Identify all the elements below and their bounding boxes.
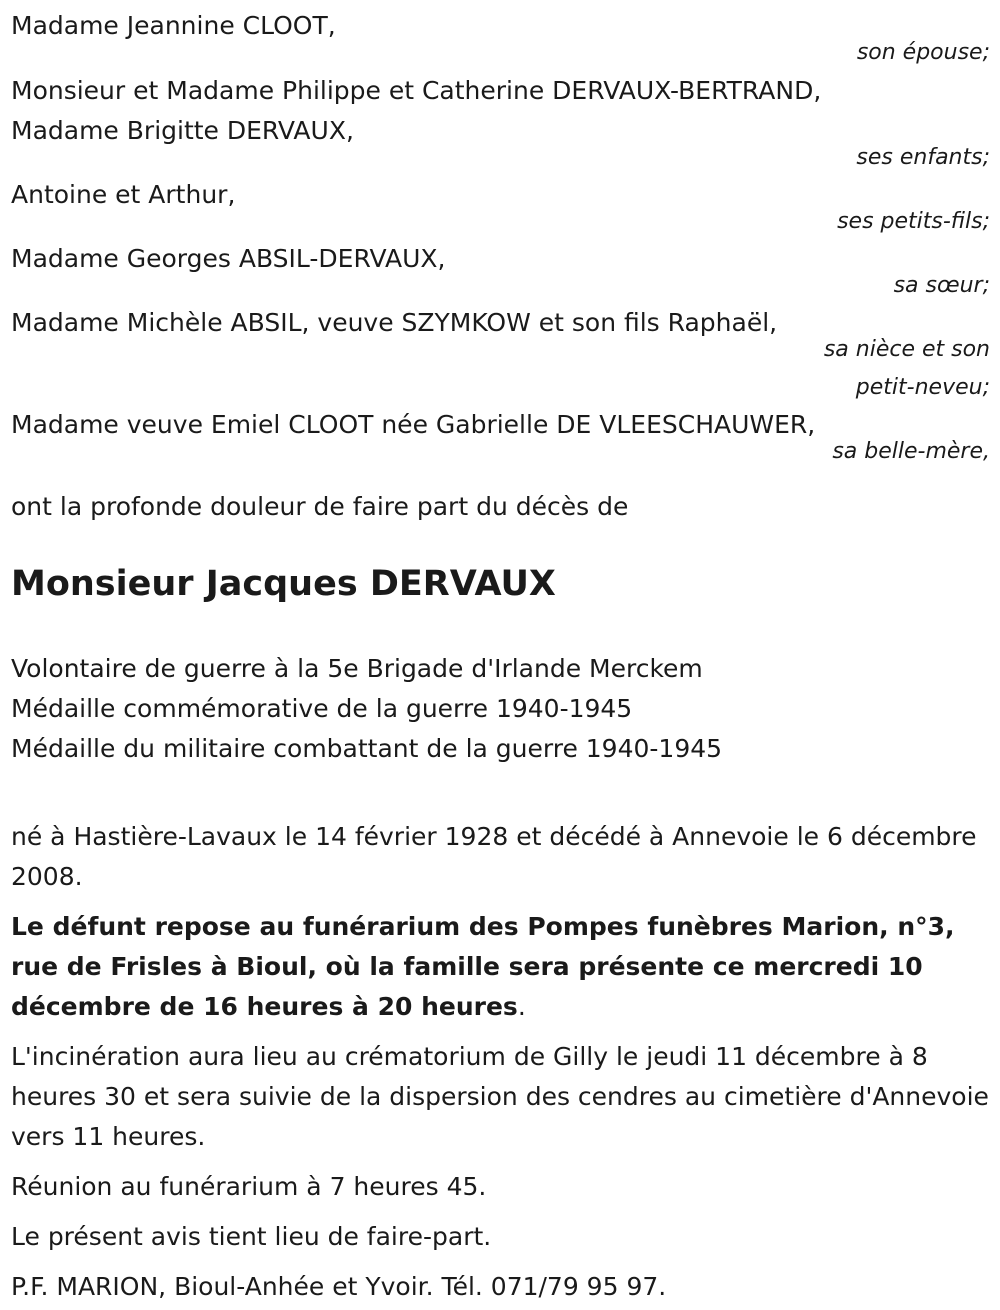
honor-line: Volontaire de guerre à la 5e Brigade d'Irlande Merckem <box>11 654 703 683</box>
family-name-line: Antoine et Arthur, <box>11 180 236 209</box>
family-relation: sa belle-mère, <box>832 439 990 464</box>
honor-line: Médaille du militaire combattant de la guerre 1940-1945 <box>11 734 723 763</box>
honor-line: Médaille commémorative de la guerre 1940-1945 <box>11 694 633 723</box>
family-name-line: Monsieur et Madame Philippe et Catherine DERVAUX-BERTRAND, <box>11 76 822 105</box>
family-block <box>11 6 990 467</box>
family-name-line: Madame Brigitte DERVAUX, <box>11 116 354 145</box>
family-relation: son épouse; <box>856 40 990 65</box>
notice-text: Le présent avis tient lieu de faire-part. <box>11 1222 492 1251</box>
family-relation: ses enfants; <box>856 145 990 170</box>
funerarium-paragraph <box>11 907 990 1027</box>
deceased-name: Monsieur Jacques DERVAUX <box>11 564 556 604</box>
family-name-line: Madame veuve Emiel CLOOT née Gabrielle DE VLEESCHAUWER, <box>11 410 816 439</box>
family-relation: petit-neveu; <box>855 375 990 400</box>
family-relation: sa nièce et son <box>823 337 990 362</box>
birth-death-text: né à Hastière-Lavaux le 14 février 1928 et décédé à Annevoie le 6 décembre 2008. <box>11 822 977 891</box>
family-name-line: Madame Jeannine CLOOT, <box>11 11 336 40</box>
honors-list <box>11 649 990 769</box>
funerarium-period: . <box>517 992 526 1021</box>
family-name-line: Madame Michèle ABSIL, veuve SZYMKOW et son fils Raphaël, <box>11 308 778 337</box>
family-relation: sa sœur; <box>893 273 990 298</box>
reunion-text: Réunion au funérarium à 7 heures 45. <box>11 1172 487 1201</box>
obituary-notice <box>11 0 990 1307</box>
announcement-text: ont la profonde douleur de faire part du décès de <box>11 492 629 521</box>
incineration-text: L'incinération aura lieu au crématorium de Gilly le jeudi 11 décembre à 8 heures 30 et sera suivie de la dispersion des cendres au cimetière d'Annevoie vers 11 heures. <box>11 1042 989 1151</box>
family-relation: ses petits-fils; <box>837 209 990 234</box>
contact-text: P.F. MARION, Bioul-Anhée et Yvoir. Tél. 071/79 95 97. <box>11 1272 667 1301</box>
funerarium-text: Le défunt repose au funérarium des Pompes funèbres Marion, n°3, rue de Frisles à Bioul, où la famille sera présente ce mercredi 10 décembre de 16 heures à 20 heures <box>11 912 955 1021</box>
family-name-line: Madame Georges ABSIL-DERVAUX, <box>11 244 446 273</box>
